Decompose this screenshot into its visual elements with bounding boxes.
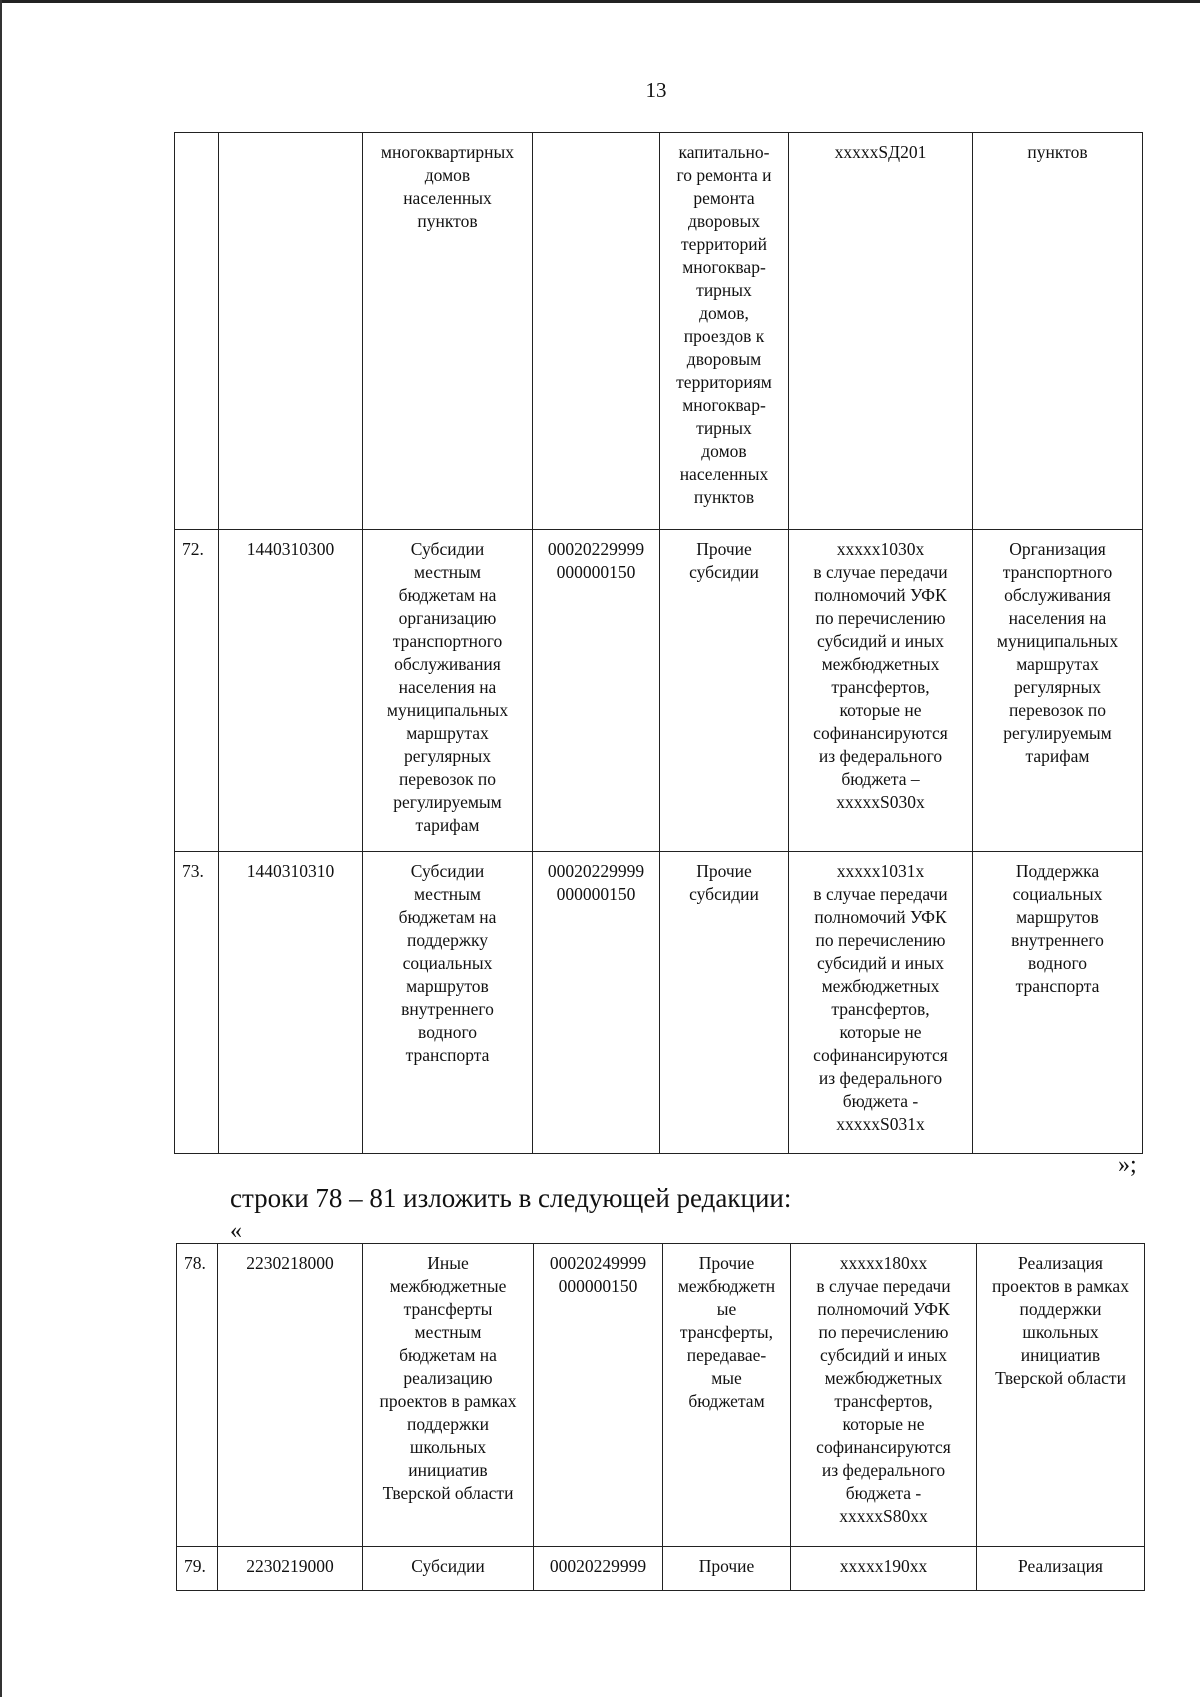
table-row <box>175 530 1143 852</box>
row-target: Реализация проектов в рамках поддержки школьных инициатив Тверской области <box>977 1244 1145 1547</box>
row-kbk: 00020229999 <box>534 1547 663 1591</box>
row-target: Организация транспортного обслуживания населения на муниципальных маршрутах регулярных перевозок по регулируемым тарифам <box>973 530 1143 852</box>
row-name: Субсидии местным бюджетам на организацию транспортного обслуживания населения на муниципальных маршрутах регулярных перевозок по регулируемым тарифам <box>363 530 533 852</box>
row-target: Реализация <box>977 1547 1145 1591</box>
row-kcr: xxxxx1031x в случае передачи полномочий УФК по перечислению субсидий и иных межбюджетных трансфертов, которые не софинансируются из федерального бюджета - xxxxxS031x <box>789 852 973 1154</box>
closing-quote: »; <box>1118 1152 1137 1178</box>
table-row <box>175 133 1143 530</box>
row-kbk: 00020229999 000000150 <box>533 530 660 852</box>
row-number: 78. <box>177 1244 218 1547</box>
row-name: Иные межбюджетные трансферты местным бюджетам на реализацию проектов в рамках поддержки школьных инициатив Тверской области <box>363 1244 534 1547</box>
scan-top-border <box>0 0 1200 3</box>
row-target: Поддержка социальных маршрутов внутреннего водного транспорта <box>973 852 1143 1154</box>
row-kcr: xxxxx180xx в случае передачи полномочий УФК по перечислению субсидий и иных межбюджетных трансфертов, которые не софинансируются из федерального бюджета - xxxxxS80xx <box>791 1244 977 1547</box>
row-code: 2230219000 <box>218 1547 363 1591</box>
row-number: 72. <box>175 530 219 852</box>
page-number: 13 <box>645 78 667 102</box>
scan-left-border <box>0 0 2 1697</box>
row-kbk-name: Прочие межбюджетн ые трансферты, передавае- мые бюджетам <box>663 1244 791 1547</box>
row-kbk: 00020229999 000000150 <box>533 852 660 1154</box>
row-kbk-name: Прочие <box>663 1547 791 1591</box>
table-row <box>177 1547 1145 1591</box>
table-row <box>175 852 1143 1154</box>
row-name: Субсидии <box>363 1547 534 1591</box>
table-row <box>177 1244 1145 1547</box>
amended-table <box>176 1243 1145 1591</box>
row-number <box>175 133 219 530</box>
row-kbk <box>533 133 660 530</box>
continued-table <box>174 132 1143 1154</box>
row-kbk-name: капитально- го ремонта и ремонта дворовых территорий многоквар- тирных домов, проездов к дворовым территориям многоквар- тирных домов населенных пунктов <box>660 133 789 530</box>
row-code: 2230218000 <box>218 1244 363 1547</box>
row-kbk-name: Прочие субсидии <box>660 530 789 852</box>
row-kcr: xxxxxSД201 <box>789 133 973 530</box>
row-number: 79. <box>177 1547 218 1591</box>
row-kcr: xxxxx190xx <box>791 1547 977 1591</box>
row-kcr: xxxxx1030x в случае передачи полномочий УФК по перечислению субсидий и иных межбюджетных трансфертов, которые не софинансируются из федерального бюджета – xxxxxS030x <box>789 530 973 852</box>
opening-quote: « <box>230 1218 242 1244</box>
row-number: 73. <box>175 852 219 1154</box>
row-kbk: 00020249999 000000150 <box>534 1244 663 1547</box>
row-target: пунктов <box>973 133 1143 530</box>
row-name: Субсидии местным бюджетам на поддержку социальных маршрутов внутреннего водного транспорта <box>363 852 533 1154</box>
row-code: 1440310310 <box>219 852 363 1154</box>
row-name: многоквартирных домов населенных пунктов <box>363 133 533 530</box>
amendment-instruction: строки 78 – 81 изложить в следующей редакции: <box>230 1183 792 1213</box>
row-kbk-name: Прочие субсидии <box>660 852 789 1154</box>
row-code: 1440310300 <box>219 530 363 852</box>
row-code <box>219 133 363 530</box>
